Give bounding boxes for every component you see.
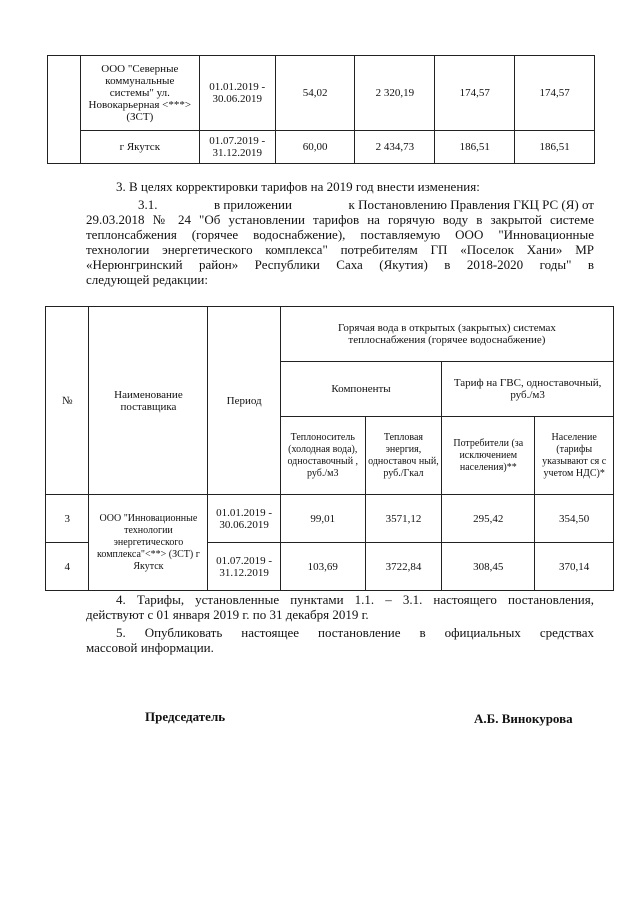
period-cell: 01.07.2019 - 31.12.2019 <box>199 131 275 164</box>
value-cell: 174,57 <box>515 56 595 131</box>
header-tariff: Тариф на ГВС, одноставочный, руб./м3 <box>442 362 614 417</box>
header-population: Население (тарифы указывают ся с учетом НДС)* <box>535 417 614 495</box>
paragraph-3-1-line: «Нерюнгринский район» Республики Саха (Якутия) в 2018-2020 годы" в <box>86 257 594 272</box>
text-fragment: к Постановлению Правления ГКЦ РС (Я) от <box>348 197 594 212</box>
paragraph-4-line-2: действуют с 01 января 2019 г. по 31 декабря 2019 г. <box>86 607 369 622</box>
period-cell: 01.01.2019 - 30.06.2019 <box>208 495 280 543</box>
value-cell: 2 320,19 <box>355 56 435 131</box>
header-consumers: Потребители (за исключением населения)** <box>442 417 535 495</box>
value-cell: 3722,84 <box>365 543 442 591</box>
signature-title: Председатель <box>145 709 226 724</box>
paragraph-3-1-line-1 <box>138 197 594 212</box>
header-number: № <box>46 307 89 495</box>
paragraph-5-line-1: 5. Опубликовать настоящее постановление в официальных средствах <box>116 625 594 640</box>
value-cell: 99,01 <box>280 495 365 543</box>
value-cell: 3571,12 <box>365 495 442 543</box>
paragraph-5-line-2: массовой информации. <box>86 640 214 655</box>
value-cell: 174,57 <box>435 56 515 131</box>
period-cell: 01.07.2019 - 31.12.2019 <box>208 543 280 591</box>
paragraph-3: 3. В целях корректировки тарифов на 2019 год внести изменения: <box>116 179 480 194</box>
supplier-cell: ООО "Инновационные технологии энергетического комплекса"<**> (ЗСТ) г Якутск <box>89 495 208 591</box>
header-coolant: Теплоноситель (холодная вода), одноставочный , руб./м3 <box>280 417 365 495</box>
value-cell: 103,69 <box>280 543 365 591</box>
tariff-table <box>45 306 614 591</box>
value-cell: 308,45 <box>442 543 535 591</box>
paragraph-3-1-line: следующей редакции: <box>86 272 208 287</box>
value-cell: 60,00 <box>275 131 355 164</box>
value-cell: 354,50 <box>535 495 614 543</box>
header-thermal-energy: Тепловая энергия, одноставоч ный, руб./Гкал <box>365 417 442 495</box>
value-cell: 54,02 <box>275 56 355 131</box>
row-number: 3 <box>46 495 89 543</box>
header-components: Компоненты <box>280 362 441 417</box>
value-cell: 295,42 <box>442 495 535 543</box>
paragraph-3-1-line: теплонсабжения (горячее водоснабжение), поставляемую ООО "Инновационные <box>86 227 594 242</box>
period-cell: 01.01.2019 - 30.06.2019 <box>199 56 275 131</box>
text-fragment: в приложении <box>214 197 292 212</box>
clause-number: 3.1. <box>138 197 158 212</box>
value-cell: 2 434,73 <box>355 131 435 164</box>
header-period: Период <box>208 307 280 495</box>
paragraph-3-1-line: технологии энергетического комплекса" потребителям ГП «Поселок Хани» МР <box>86 242 594 257</box>
tariff-table-continuation <box>47 55 595 164</box>
header-hot-water-group: Горячая вода в открытых (закрытых) системах теплоснабжения (горячее водоснабжение) <box>280 307 613 362</box>
value-cell: 186,51 <box>435 131 515 164</box>
supplier-cell: ООО "Северные коммунальные системы" ул. Новокарьерная <***> (ЗСТ) <box>80 56 199 131</box>
header-supplier-name: Наименование поставщика <box>89 307 208 495</box>
row-number: 4 <box>46 543 89 591</box>
value-cell: 186,51 <box>515 131 595 164</box>
city-cell: г Якутск <box>80 131 199 164</box>
value-cell: 370,14 <box>535 543 614 591</box>
signature-name: А.Б. Винокурова <box>474 711 573 726</box>
paragraph-4-line-1: 4. Тарифы, установленные пунктами 1.1. – 3.1. настоящего постановления, <box>116 592 594 607</box>
row-number-cell <box>48 56 81 164</box>
paragraph-3-1-line: 29.03.2018 № 24 "Об установлении тарифов на горячую воду в закрытой системе <box>86 212 594 227</box>
